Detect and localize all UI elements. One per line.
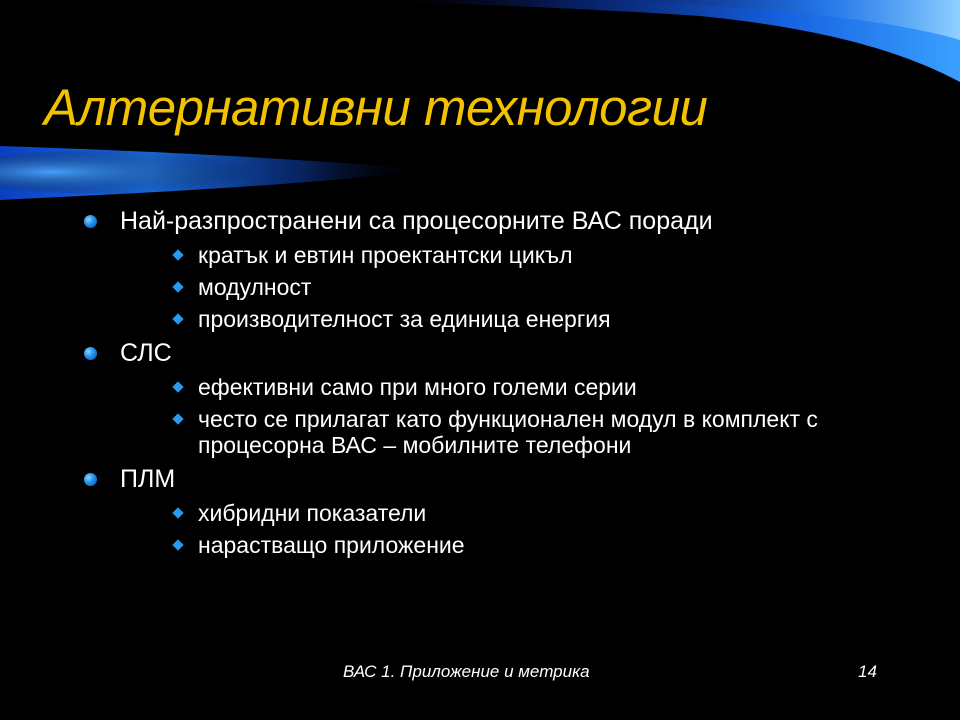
- sub-bullet-text: нарастващо приложение: [198, 532, 465, 558]
- sub-bullet-item: [120, 532, 922, 558]
- sub-bullet-item: [120, 374, 922, 400]
- page-number: 14: [858, 662, 877, 681]
- blue-diamond-bullet-icon: [172, 281, 183, 292]
- sub-bullet-text: кратък и евтин проектантски цикъл: [198, 242, 573, 268]
- sub-bullet-list: [120, 242, 922, 332]
- sub-bullet-item: [120, 306, 922, 332]
- blue-circle-bullet-icon: [84, 473, 97, 486]
- blue-diamond-bullet-icon: [172, 313, 183, 324]
- blue-diamond-bullet-icon: [172, 539, 183, 550]
- bullet-item: [82, 206, 922, 332]
- sub-bullet-item: [120, 406, 922, 458]
- sub-bullet-text: модулност: [198, 274, 312, 300]
- footer-text: ВАС 1. Приложение и метрика: [343, 662, 590, 681]
- bullet-text: Най-разпространени са процесорните ВАС поради: [120, 207, 713, 235]
- sub-bullet-text: често се прилагат като функционален модул в комплект с процесорна ВАС – мобилните телефони: [198, 406, 818, 458]
- slide-footer: [0, 662, 960, 686]
- sub-bullet-item: [120, 274, 922, 300]
- bullet-list: [82, 206, 922, 558]
- sub-bullet-text: производителност за единица енергия: [198, 306, 611, 332]
- blue-diamond-bullet-icon: [172, 507, 183, 518]
- sub-bullet-text: ефективни само при много големи серии: [198, 374, 637, 400]
- sub-bullet-text: хибридни показатели: [198, 500, 427, 526]
- blue-diamond-bullet-icon: [172, 249, 183, 260]
- bullet-item: [82, 464, 922, 558]
- bullet-text: СЛС: [120, 339, 172, 367]
- blue-diamond-bullet-icon: [172, 381, 183, 392]
- blue-circle-bullet-icon: [84, 347, 97, 360]
- sub-bullet-list: [120, 500, 922, 558]
- bullet-text: ПЛМ: [120, 465, 176, 493]
- sub-bullet-item: [120, 242, 922, 268]
- bullet-item: [82, 338, 922, 458]
- sub-bullet-list: [120, 374, 922, 458]
- blue-diamond-bullet-icon: [172, 413, 183, 424]
- blue-circle-bullet-icon: [84, 215, 97, 228]
- sub-bullet-item: [120, 500, 922, 526]
- slide-title: Алтернативни технологии: [44, 79, 708, 136]
